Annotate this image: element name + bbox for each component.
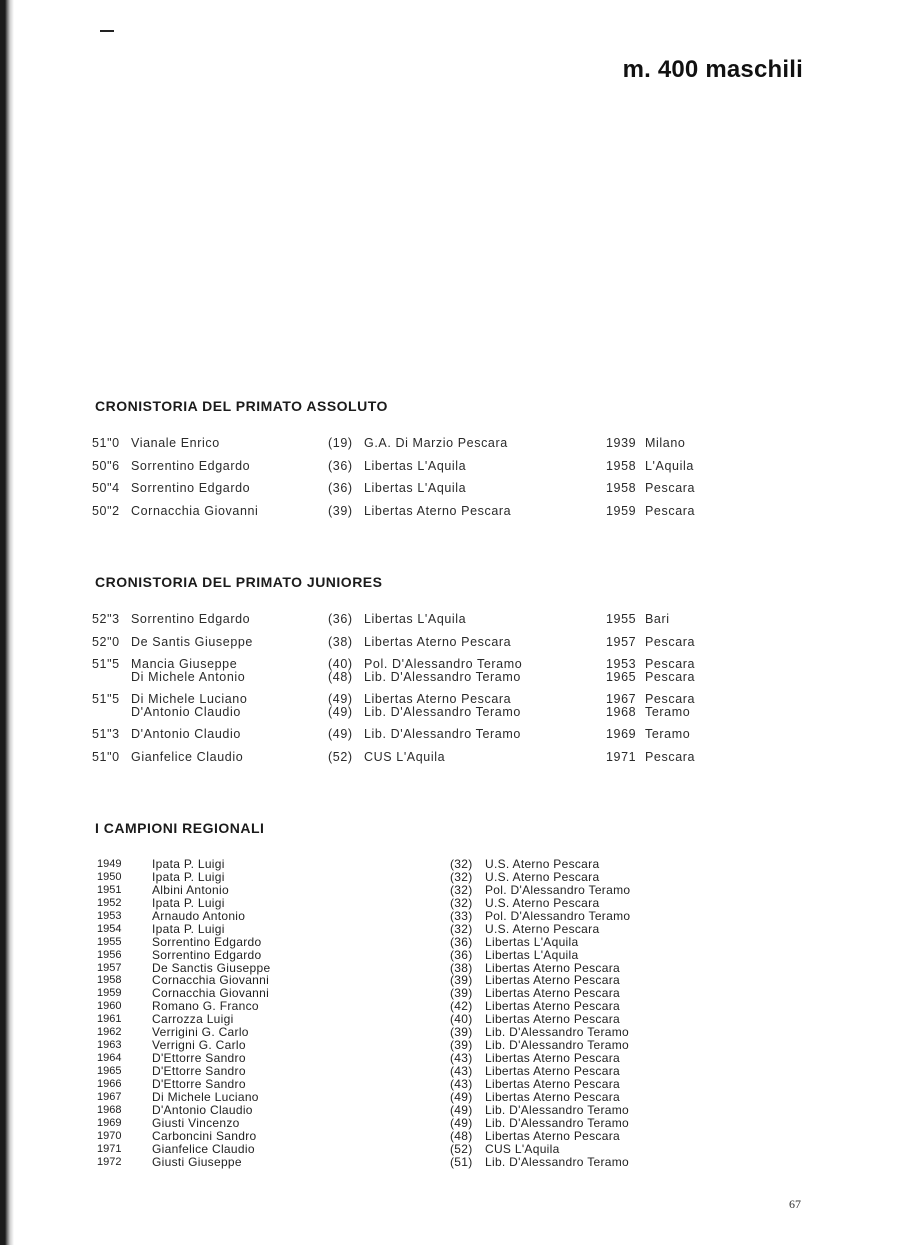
- champion-name: Ipata P. Luigi: [152, 895, 225, 910]
- champion-name: Romano G. Franco: [152, 999, 259, 1014]
- athlete-name: Sorrentino Edgardo: [131, 459, 251, 473]
- birth-year-code: (36): [328, 459, 353, 473]
- champion-name: Arnaudo Antonio: [152, 908, 246, 923]
- record-year: 1971: [606, 750, 637, 764]
- champion-year: 1950: [97, 870, 122, 883]
- champion-row: [0, 910, 900, 923]
- club-name: Libertas Aterno Pescara: [485, 1012, 620, 1027]
- athlete-name: Sorrentino Edgardo: [131, 481, 251, 495]
- club-name: CUS L'Aquila: [485, 1141, 560, 1156]
- club-name: Lib. D'Alessandro Teramo: [364, 670, 521, 684]
- club-name: Lib. D'Alessandro Teramo: [485, 1038, 630, 1053]
- birth-year-code: (48): [450, 1128, 473, 1143]
- champion-name: D'Ettorre Sandro: [152, 1051, 246, 1066]
- birth-year-code: (36): [328, 481, 353, 495]
- record-line: [0, 705, 900, 718]
- record-line: [0, 692, 900, 705]
- record-year: 1958: [606, 481, 637, 495]
- club-name: U.S. Aterno Pescara: [485, 895, 600, 910]
- athlete-name: Sorrentino Edgardo: [131, 612, 251, 626]
- birth-year-code: (40): [328, 657, 353, 671]
- record-year: 1957: [606, 635, 637, 649]
- birth-year-code: (32): [450, 882, 473, 897]
- birth-year-code: (36): [328, 612, 353, 626]
- champion-row: [0, 1104, 900, 1117]
- champion-year: 1969: [97, 1116, 122, 1129]
- corner-dash-mark: [100, 30, 114, 32]
- record-line: [0, 612, 900, 625]
- record-time: 52"3: [92, 612, 120, 626]
- record-city: Teramo: [645, 705, 691, 719]
- record-year: 1953: [606, 657, 637, 671]
- record-city: Pescara: [645, 635, 696, 649]
- record-year: 1939: [606, 436, 637, 450]
- champion-year: 1963: [97, 1039, 122, 1052]
- club-name: U.S. Aterno Pescara: [485, 869, 600, 884]
- birth-year-code: (49): [328, 727, 353, 741]
- birth-year-code: (32): [450, 857, 473, 871]
- record-entry: [0, 481, 900, 494]
- club-name: Pol. D'Alessandro Teramo: [485, 908, 631, 923]
- club-name: Lib. D'Alessandro Teramo: [364, 727, 521, 741]
- club-name: Libertas Aterno Pescara: [485, 973, 620, 988]
- birth-year-code: (38): [450, 960, 473, 975]
- birth-year-code: (49): [450, 1102, 473, 1117]
- champion-name: Ipata P. Luigi: [152, 921, 225, 936]
- club-name: Libertas L'Aquila: [485, 934, 579, 949]
- record-year: 1965: [606, 670, 637, 684]
- record-entry: [0, 727, 900, 740]
- champion-year: 1957: [97, 961, 122, 974]
- club-name: Lib. D'Alessandro Teramo: [485, 1025, 630, 1040]
- birth-year-code: (38): [328, 635, 353, 649]
- club-name: Lib. D'Alessandro Teramo: [485, 1115, 630, 1130]
- champion-name: D'Antonio Claudio: [152, 1102, 253, 1117]
- birth-year-code: (39): [450, 986, 473, 1001]
- champion-year: 1956: [97, 948, 122, 961]
- champion-name: Di Michele Luciano: [152, 1089, 259, 1104]
- birth-year-code: (36): [450, 934, 473, 949]
- club-name: Libertas Aterno Pescara: [485, 1064, 620, 1078]
- champion-row: [0, 1078, 900, 1091]
- heading-primato-assoluto: CRONISTORIA DEL PRIMATO ASSOLUTO: [95, 398, 388, 414]
- champion-year: 1972: [97, 1155, 122, 1168]
- record-entry: [0, 692, 900, 718]
- club-name: Libertas Aterno Pescara: [485, 1076, 620, 1091]
- champion-name: Sorrentino Edgardo: [152, 947, 262, 962]
- record-time: 51"5: [92, 657, 120, 671]
- champion-row: [0, 1117, 900, 1130]
- athlete-name: Di Michele Luciano: [131, 692, 248, 706]
- club-name: G.A. Di Marzio Pescara: [364, 436, 508, 450]
- champion-row: [0, 1143, 900, 1156]
- champion-name: Cornacchia Giovanni: [152, 986, 270, 1001]
- record-city: Pescara: [645, 692, 696, 706]
- birth-year-code: (51): [450, 1154, 473, 1169]
- champion-year: 1961: [97, 1013, 122, 1026]
- birth-year-code: (39): [450, 973, 473, 988]
- record-entry: [0, 635, 900, 648]
- champion-year: 1966: [97, 1077, 122, 1090]
- champion-row: [0, 936, 900, 949]
- birth-year-code: (43): [450, 1051, 473, 1066]
- champion-name: De Sanctis Giuseppe: [152, 960, 271, 975]
- birth-year-code: (52): [450, 1141, 473, 1156]
- club-name: Libertas Aterno Pescara: [485, 1128, 620, 1143]
- birth-year-code: (52): [328, 750, 353, 764]
- record-time: 50"6: [92, 459, 120, 473]
- club-name: Pol. D'Alessandro Teramo: [485, 882, 631, 897]
- champion-year: 1955: [97, 935, 122, 948]
- record-entry: [0, 657, 900, 683]
- club-name: Libertas Aterno Pescara: [485, 960, 620, 975]
- record-city: Pescara: [645, 657, 696, 671]
- champion-year: 1964: [97, 1052, 122, 1065]
- record-year: 1955: [606, 612, 637, 626]
- champion-year: 1952: [97, 896, 122, 909]
- champion-year: 1967: [97, 1090, 122, 1103]
- record-line: [0, 481, 900, 494]
- champion-row: [0, 923, 900, 936]
- record-line: [0, 436, 900, 449]
- club-name: U.S. Aterno Pescara: [485, 921, 600, 936]
- birth-year-code: (32): [450, 895, 473, 910]
- club-name: Pol. D'Alessandro Teramo: [364, 657, 523, 671]
- champion-name: Giusti Giuseppe: [152, 1154, 242, 1169]
- champion-year: 1970: [97, 1129, 122, 1142]
- birth-year-code: (48): [328, 670, 353, 684]
- record-line: [0, 459, 900, 472]
- record-city: Pescara: [645, 750, 696, 764]
- champion-name: Carrozza Luigi: [152, 1012, 234, 1027]
- record-line: [0, 727, 900, 740]
- record-entry: [0, 459, 900, 472]
- record-time: 51"3: [92, 727, 120, 741]
- record-city: L'Aquila: [645, 459, 694, 473]
- champion-row: [0, 871, 900, 884]
- birth-year-code: (49): [450, 1089, 473, 1104]
- birth-year-code: (19): [328, 436, 353, 450]
- champion-row: [0, 1156, 900, 1169]
- club-name: Libertas Aterno Pescara: [485, 1089, 620, 1104]
- champion-row: [0, 1091, 900, 1104]
- athlete-name: Cornacchia Giovanni: [131, 504, 259, 518]
- heading-primato-juniores: CRONISTORIA DEL PRIMATO JUNIORES: [95, 574, 383, 590]
- champion-row: [0, 897, 900, 910]
- record-year: 1968: [606, 705, 637, 719]
- birth-year-code: (32): [450, 921, 473, 936]
- champion-name: Carboncini Sandro: [152, 1128, 257, 1143]
- birth-year-code: (32): [450, 869, 473, 884]
- athlete-name: Gianfelice Claudio: [131, 750, 244, 764]
- birth-year-code: (43): [450, 1076, 473, 1091]
- record-line: [0, 635, 900, 648]
- champion-year: 1954: [97, 922, 122, 935]
- champion-year: 1962: [97, 1026, 122, 1039]
- record-entry: [0, 436, 900, 449]
- record-year: 1958: [606, 459, 637, 473]
- record-year: 1969: [606, 727, 637, 741]
- champion-row: [0, 884, 900, 897]
- club-name: Libertas Aterno Pescara: [485, 999, 620, 1014]
- champion-name: Albini Antonio: [152, 882, 229, 897]
- club-name: U.S. Aterno Pescara: [485, 857, 600, 871]
- champion-year: 1949: [97, 858, 122, 870]
- champion-name: Verrigni G. Carlo: [152, 1038, 246, 1053]
- club-name: Libertas L'Aquila: [364, 459, 467, 473]
- birth-year-code: (49): [328, 692, 353, 706]
- champion-name: D'Ettorre Sandro: [152, 1064, 246, 1078]
- record-time: 51"5: [92, 692, 120, 706]
- champion-name: Ipata P. Luigi: [152, 869, 225, 884]
- champion-row: [0, 858, 900, 871]
- birth-year-code: (39): [450, 1038, 473, 1053]
- record-time: 51"0: [92, 750, 120, 764]
- champion-row: [0, 1130, 900, 1143]
- record-line: [0, 657, 900, 670]
- page-title: m. 400 maschili: [622, 56, 803, 83]
- club-name: Lib. D'Alessandro Teramo: [364, 705, 521, 719]
- heading-campioni-regionali: I CAMPIONI REGIONALI: [95, 820, 265, 836]
- athlete-name: D'Antonio Claudio: [131, 705, 241, 719]
- champion-year: 1953: [97, 909, 122, 922]
- champion-year: 1960: [97, 1000, 122, 1013]
- record-city: Teramo: [645, 727, 691, 741]
- champion-year: 1968: [97, 1103, 122, 1116]
- champion-name: Ipata P. Luigi: [152, 857, 225, 871]
- club-name: Libertas Aterno Pescara: [485, 986, 620, 1001]
- club-name: Libertas Aterno Pescara: [364, 504, 512, 518]
- record-city: Pescara: [645, 670, 696, 684]
- birth-year-code: (40): [450, 1012, 473, 1027]
- champion-name: D'Ettorre Sandro: [152, 1076, 246, 1091]
- club-name: Lib. D'Alessandro Teramo: [485, 1102, 630, 1117]
- record-city: Bari: [645, 612, 670, 626]
- club-name: Lib. D'Alessandro Teramo: [485, 1154, 630, 1169]
- record-line: [0, 504, 900, 517]
- record-year: 1959: [606, 504, 637, 518]
- athlete-name: Vianale Enrico: [131, 436, 220, 450]
- record-entry: [0, 750, 900, 763]
- athlete-name: Mancia Giuseppe: [131, 657, 238, 671]
- athlete-name: D'Antonio Claudio: [131, 727, 241, 741]
- record-city: Milano: [645, 436, 686, 450]
- record-line: [0, 750, 900, 763]
- page-number: 67: [789, 1197, 801, 1211]
- champion-year: 1965: [97, 1065, 122, 1077]
- champion-row: [0, 1065, 900, 1078]
- record-time: 51"0: [92, 436, 120, 450]
- champion-row: [0, 949, 900, 962]
- champion-name: Gianfelice Claudio: [152, 1141, 255, 1156]
- champion-name: Verrigini G. Carlo: [152, 1025, 249, 1040]
- club-name: Libertas L'Aquila: [485, 947, 579, 962]
- champion-name: Sorrentino Edgardo: [152, 934, 262, 949]
- birth-year-code: (36): [450, 947, 473, 962]
- champion-year: 1958: [97, 974, 122, 987]
- club-name: Libertas L'Aquila: [364, 481, 467, 495]
- club-name: CUS L'Aquila: [364, 750, 446, 764]
- birth-year-code: (39): [328, 504, 353, 518]
- birth-year-code: (49): [328, 705, 353, 719]
- club-name: Libertas L'Aquila: [364, 612, 467, 626]
- athlete-name: De Santis Giuseppe: [131, 635, 253, 649]
- birth-year-code: (39): [450, 1025, 473, 1040]
- birth-year-code: (43): [450, 1064, 473, 1078]
- champion-year: 1971: [97, 1142, 122, 1155]
- birth-year-code: (49): [450, 1115, 473, 1130]
- champion-name: Cornacchia Giovanni: [152, 973, 270, 988]
- record-entry: [0, 504, 900, 517]
- club-name: Libertas Aterno Pescara: [364, 635, 512, 649]
- record-time: 50"4: [92, 481, 120, 495]
- record-time: 50"2: [92, 504, 120, 518]
- birth-year-code: (33): [450, 908, 473, 923]
- record-city: Pescara: [645, 504, 696, 518]
- club-name: Libertas Aterno Pescara: [485, 1051, 620, 1066]
- athlete-name: Di Michele Antonio: [131, 670, 246, 684]
- record-entry: [0, 612, 900, 625]
- champion-year: 1959: [97, 987, 122, 1000]
- champion-name: Giusti Vincenzo: [152, 1115, 240, 1130]
- club-name: Libertas Aterno Pescara: [364, 692, 512, 706]
- record-city: Pescara: [645, 481, 696, 495]
- record-time: 52"0: [92, 635, 120, 649]
- champion-year: 1951: [97, 883, 122, 896]
- record-year: 1967: [606, 692, 637, 706]
- campioni-regionali-list: [0, 858, 900, 1169]
- birth-year-code: (42): [450, 999, 473, 1014]
- record-line: [0, 670, 900, 683]
